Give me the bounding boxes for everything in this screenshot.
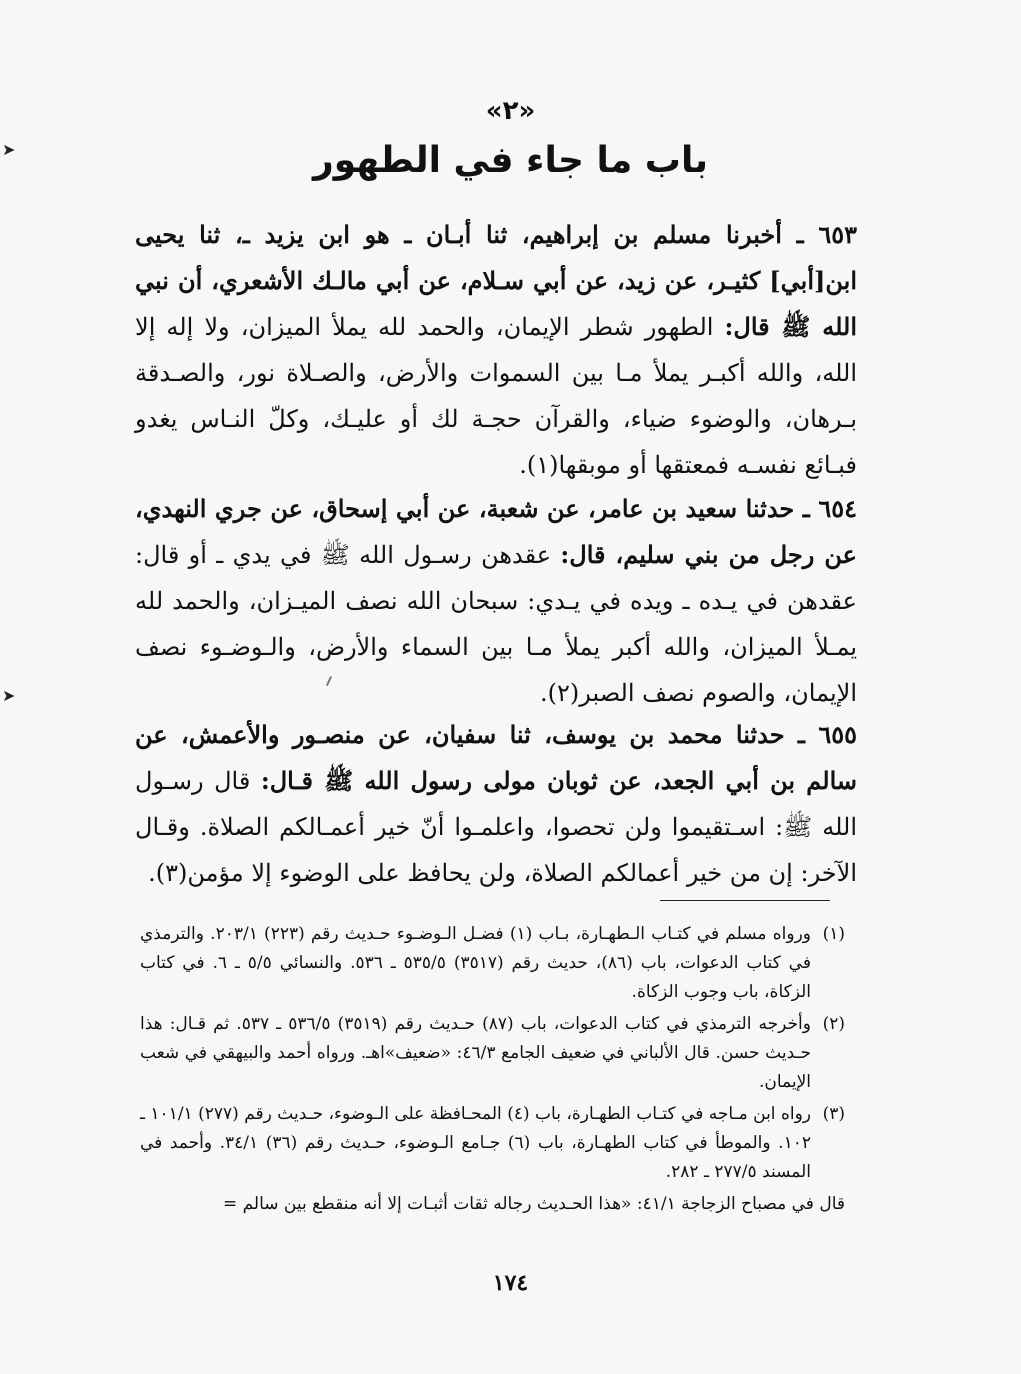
hadith-655 (135, 712, 857, 896)
hadith-653 (135, 212, 857, 488)
chapter-number: «٢» (485, 96, 536, 126)
chapter-title: باب ما جاء في الطهور (313, 140, 708, 181)
footnote-2 (140, 1010, 845, 1097)
hadith-isnad: ٦٥٥ ـ حدثنا محمد بن يوسف، ثنا سفيان، عن منصـور والأعمش، عن سالم بن أبي الجعد، عن ثوبان مولى رسول الله ﷺ قـال: (135, 720, 858, 795)
margin-arrow-icon: ➤ (2, 686, 16, 705)
margin-arrow-icon: ➤ (2, 140, 16, 159)
hadith-matn: قال رسـول الله ﷺ: اسـتقيموا ولن تحصوا، واعلمـوا أنّ خير أعمـالكم الصلاة. وقـال الآخر: إن من خير أعمالكم الصلاة، ولن يحافظ على الوضوء إلا مؤمن(٣). (135, 767, 857, 887)
footnote-text: وأخرجه الترمذي في كتاب الدعوات، باب (٨٧) حـديث رقم (٣٥١٩) ٥٣٦/٥ ـ ٥٣٧. ثم قـال: هذا حـديث حسن. قال الألباني في ضعيف الجامع ٤٦/٣: «ضعيف»اهـ. ورواه أحمد والبيهقي في شعب الإيمان. (140, 1014, 811, 1092)
footnote-3 (140, 1100, 845, 1187)
footnote-continuation: قال في مصباح الزجاجة ٤١/١: «هذا الحـديث رجاله ثقات أثبـات إلا أنه منقطع بين سالم = (222, 1194, 845, 1214)
hadith-isnad: ٦٥٣ ـ أخبرنا مسلم بن إبراهيم، ثنا أبـان ـ هو ابن يزيد ـ، ثنا يحيى ابن[أبي] كثيـر، عن زيد، عن أبي سـلام، عن أبي مالـك الأشعري، أن نبي الله ﷺ قال: (135, 220, 857, 341)
hadith-matn: الطهور شطر الإيمان، والحمد لله يملأ الميزان، ولا إله إلا الله، والله أكبـر يملأ مـا بين السموات والأرض، والصـلاة نور، والصـدقة بـرهان، والوضوء ضياء، والقرآن حجـة لك أو عليـك، وكلّ النـاس يغدو فبـائع نفسـه فمعتقها أو موبقها(١). (135, 313, 857, 479)
footnote-number: (٣) (822, 1104, 845, 1124)
footnote-text: ورواه مسلم في كتـاب الـطهـارة، بـاب (١) فضـل الـوضـوء حـديث رقم (٢٢٣) ٢٠٣/١. والترمذي في كتاب الدعوات، باب (٨٦)، حديث رقم (٣٥١٧) ٥٣٥/٥ ـ ٥٣٦. والنسائي ٥/٥ ـ ٦. في كتاب الزكاة، باب وجوب الزكاة. (140, 924, 811, 1002)
footnote-number: (٢) (822, 1014, 845, 1034)
footnote-number: (١) (822, 924, 845, 944)
footnote-separator (660, 900, 830, 901)
hadith-isnad: ٦٥٤ ـ حدثنا سعيد بن عامر، عن شعبة، عن أبي إسحاق، عن جري النهدي، عن رجل من بني سليم، قال: (135, 494, 857, 569)
footnote-text: رواه ابن مـاجه في كتـاب الطهـارة، باب (٤) المحـافظة على الـوضوء، حـديث رقم (٢٧٧) ١٠١/١ ـ ١٠٢. والموطأ في كتاب الطهـارة، باب (٦) جـامع الـوضوء، حـديث رقم (٣٦) ٣٤/١. وأحمد في المسند ٢٧٧/٥ ـ ٢٨٢. (140, 1104, 811, 1182)
hadith-matn: عقدهن رسـول الله ﷺ في يدي ـ أو قال: عقدهن في يـده ـ ويده في يـدي: سبحان الله نصف الميـزان، والحمد لله يمـلأ الميزان، والله أكبر يملأ مـا بين السماء والأرض، والـوضـوء نصف الإيمان، والصوم نصف الصبر(٢). (135, 541, 857, 707)
page-number: ١٧٤ (492, 1270, 529, 1296)
footnotes (140, 920, 845, 1219)
footnote-1 (140, 920, 845, 1007)
hadith-654 (135, 486, 857, 716)
